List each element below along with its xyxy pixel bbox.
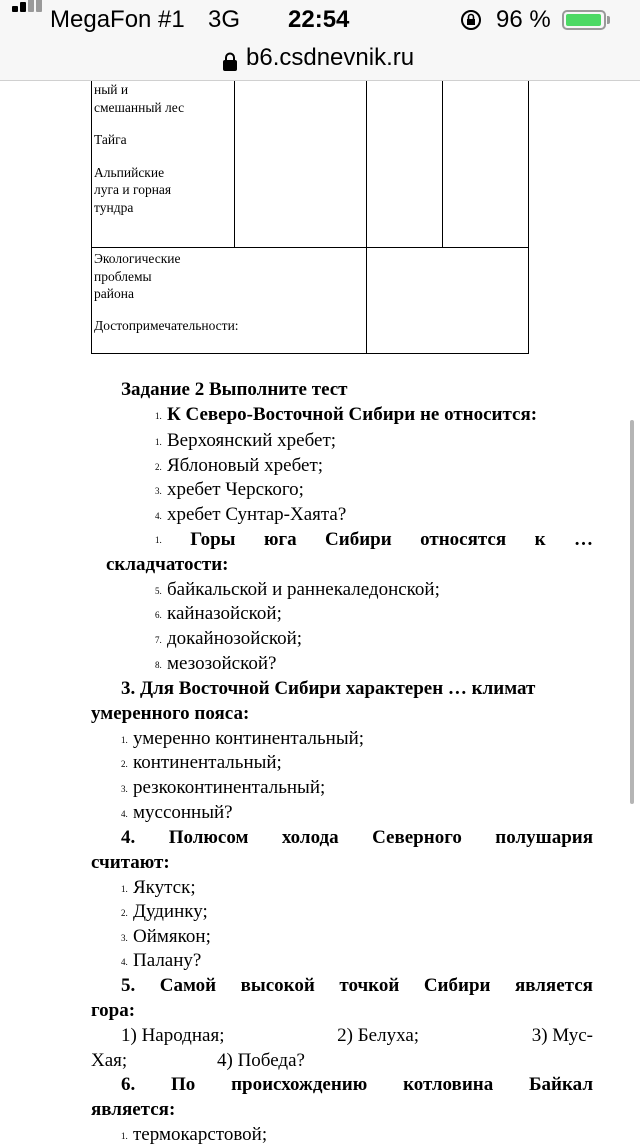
list-item: 6. кайназойской; [155,603,282,624]
lock-icon [222,52,238,72]
battery-icon [562,10,606,30]
list-item: 2. Яблоновый хребет; [155,455,324,476]
table-cell-eco: района [94,286,134,301]
question-5-line2: гора: [91,1000,136,1021]
table-cell-eco: проблемы [94,269,152,284]
list-item: 1. умеренно континентальный; [121,728,365,749]
list-item: 4. муссонный? [121,802,233,823]
rotation-lock-icon [460,9,482,31]
list-item: 2. континентальный; [121,752,282,773]
list-item: 3. резкоконтинентальный; [121,777,326,798]
list-item: 3. Оймякон; [121,926,211,947]
list-item: 8. мезозойской? [155,653,277,674]
list-item: 1. термокарстовой; [121,1124,268,1145]
table-cell-sights: Достопримечательности: [94,318,239,333]
table-cell-zone: Тайга [94,132,127,147]
question-text: К Северо-Восточной Сибири не относится: [167,404,538,425]
table-cell-zone: ный и [94,82,129,97]
question-1 [155,403,537,428]
battery-percent: 96 % [496,6,551,33]
table [91,81,529,354]
list-item: 4. хребет Сунтар-Хаята? [155,504,347,525]
carrier-name: MegaFon #1 [50,6,185,33]
question-5-answers-line1: 1) Народная; 2) Белуха; 3) Мус- [121,1025,593,1046]
question-5-answer: Хая; [91,1050,128,1071]
list-item: 5. байкальской и раннекаледонской; [155,579,440,600]
question-4-line2: считают: [91,852,170,873]
battery-tip [607,16,610,24]
list-number: 1. [155,411,162,421]
list-item: 1. Якутск; [121,877,196,898]
question-6-line2: является: [91,1099,176,1120]
question-2-line2: складчатости: [106,554,229,575]
table-cell-zone: луга и горная [94,182,172,197]
status-bar [0,0,640,40]
task-heading: Задание 2 Выполните тест [121,379,348,400]
question-6-line1: 6. По происхождению котловина Байкал [121,1074,593,1095]
url-text[interactable]: b6.csdnevnik.ru [246,44,415,71]
address-bar[interactable] [0,40,640,81]
question-3-line1: 3. Для Восточной Сибири характерен … климат [121,678,536,699]
table-cell-zone: Альпийские [94,165,165,180]
question-5-line1: 5. Самой высокой точкой Сибири является [121,975,593,996]
question-4-line1: 4. Полюсом холода Северного полушария [121,827,593,848]
question-3-line2: умеренного пояса: [91,703,250,724]
network-type: 3G [208,6,241,33]
question-2-line1: 1. Горы юга Сибири относятся к … [155,529,593,550]
clock: 22:54 [288,6,350,33]
question-5-answer: 4) Победа? [217,1050,305,1071]
list-item: 7. докайнозойской; [155,628,303,649]
list-item: 3. хребет Черского; [155,479,304,500]
list-item: 1. Верхоянский хребет; [155,430,337,451]
list-item: 4. Палану? [121,950,202,971]
table-cell-zone: тундра [94,200,134,215]
document-content [0,81,640,1145]
list-item: 2. Дудинку; [121,901,208,922]
table-cell-eco: Экологические [94,251,181,266]
table-cell-zone: смешанный лес [94,100,185,115]
scrollbar[interactable] [630,420,634,804]
